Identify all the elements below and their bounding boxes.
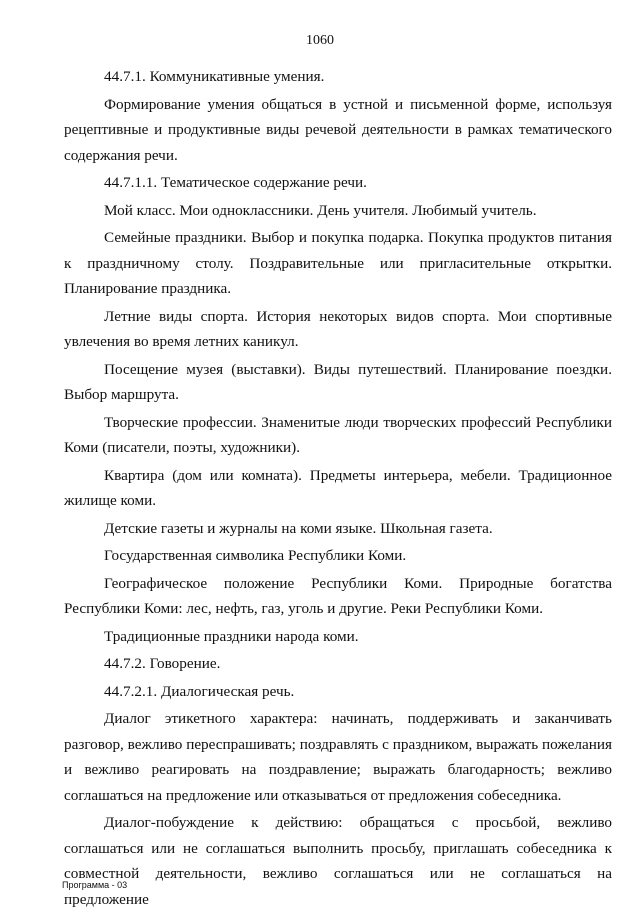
paragraph: Детские газеты и журналы на коми языке. Школьная газета.	[104, 519, 493, 537]
footer-label: Программа - 03	[62, 880, 128, 890]
section-heading: 44.7.2. Говорение.	[104, 655, 221, 672]
paragraph: Формирование умения общаться в устной и письменной форме, используя рецептивные и продуктивные виды речевой деятельности в рамках тематического содержания речи.	[64, 95, 612, 164]
paragraph: Семейные праздники. Выбор и покупка подарка. Покупка продуктов питания к праздничному столу. Поздравительные или пригласительные открытки. Планирование праздника.	[64, 229, 612, 297]
paragraph: Квартира (дом или комната). Предметы интерьера, мебели. Традиционное жилище коми.	[64, 466, 612, 509]
paragraph: Диалог этикетного характера: начинать, поддерживать и заканчивать разговор, вежливо переспрашивать; поздравлять с праздником, выражать пожелания и вежливо реагировать на поздравление; выражать благодарность; вежливо соглашаться на предложение или отказываться от предложения собеседника.	[64, 710, 612, 804]
paragraph: Диалог-побуждение к действию: обращаться с просьбой, вежливо соглашаться или не соглашаться выполнить просьбу, приглашать собеседника к совместной деятельности, вежливо соглашаться или не соглашаться на предложение	[64, 814, 612, 908]
paragraph: Географическое положение Республики Коми. Природные богатства Республики Коми: лес, нефть, газ, уголь и другие. Реки Республики Коми.	[64, 574, 612, 617]
section-heading: 44.7.1. Коммуникативные умения.	[104, 68, 325, 85]
subsection-heading: 44.7.1.1. Тематическое содержание речи.	[104, 174, 367, 191]
paragraph: Летние виды спорта. История некоторых видов спорта. Мои спортивные увлечения во время летних каникул.	[64, 307, 612, 350]
paragraph: Традиционные праздники народа коми.	[104, 627, 359, 645]
document-body	[64, 64, 612, 912]
page-number: 1060	[306, 33, 334, 48]
paragraph: Творческие профессии. Знаменитые люди творческих профессий Республики Коми (писатели, поэты, художники).	[64, 413, 612, 456]
paragraph: Государственная символика Республики Коми.	[104, 547, 407, 564]
subsection-heading: 44.7.2.1. Диалогическая речь.	[104, 682, 295, 700]
paragraph: Посещение музея (выставки). Виды путешествий. Планирование поездки. Выбор маршрута.	[64, 360, 612, 403]
paragraph: Мой класс. Мои одноклассники. День учителя. Любимый учитель.	[104, 201, 537, 219]
